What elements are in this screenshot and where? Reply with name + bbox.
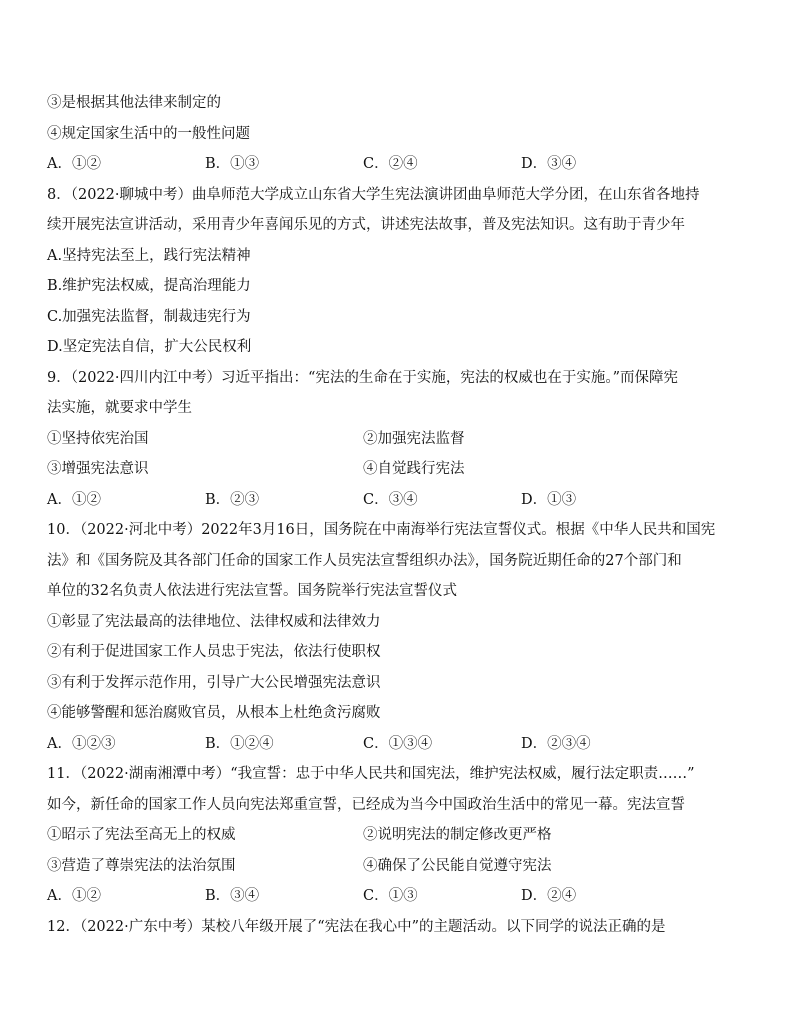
q11-item-1: ①昭示了宪法至高无上的权威: [47, 827, 236, 843]
q10-choice-b: B．①②④: [205, 735, 274, 752]
q9-item-3: ③增强宪法意识: [47, 461, 149, 477]
q9-item-4: ④自觉践行宪法: [363, 461, 465, 477]
q11-choice-b: B．③④: [205, 888, 260, 904]
question-8: [47, 180, 747, 363]
q9-item-2: ②加强宪法监督: [363, 430, 465, 447]
q8-stem-line-1: 8．（2022·聊城中考）曲阜师范大学成立山东省大学生宪法演讲团曲阜师范大学分团，在山东省各地持: [47, 186, 700, 203]
q9-choices: [47, 485, 747, 516]
q9-items-row-1: [47, 424, 747, 455]
q11-stem-line-1: 11．（2022·湖南湘潭中考）“我宣誓：忠于中华人民共和国宪法，维护宪法权威，履行法定职责……”: [47, 766, 695, 782]
q7-choice-c: C．②④: [363, 156, 418, 172]
q11-items-row-2: [47, 851, 747, 882]
q7-choice-b: B．①③: [205, 156, 260, 172]
q10-item-3: ③有利于发挥示范作用，引导广大公民增强宪法意识: [47, 674, 381, 691]
q10-stem-line-1: 10．（2022·河北中考）2022年3月16日，国务院在中南海举行宪法宣誓仪式。根据《中华人民共和国宪: [47, 522, 716, 538]
q7-item-4: ④规定国家生活中的一般性问题: [47, 125, 250, 142]
q11-choice-a: A．①②: [47, 888, 101, 904]
q11-choice-d: D．②④: [521, 888, 577, 904]
question-12: [47, 912, 747, 943]
q12-stem-line-1: 12．（2022·广东中考）某校八年级开展了“宪法在我心中”的主题活动。以下同学的说法正确的是: [47, 918, 666, 935]
q11-choices: [47, 881, 747, 912]
q9-item-1: ①坚持依宪治国: [47, 430, 149, 447]
q10-choice-c: C．①③④: [363, 735, 433, 752]
q9-choice-a: A．①②: [47, 491, 101, 508]
q10-item-4: ④能够警醒和惩治腐败官员，从根本上杜绝贪污腐败: [47, 705, 381, 721]
question-10: [47, 515, 747, 759]
question-11: [47, 759, 747, 912]
q8-option-d: D.坚定宪法自信，扩大公民权利: [47, 339, 252, 355]
exam-page: [47, 88, 747, 942]
q10-stem-line-2: 法》和《国务院及其各部门任命的国家工作人员宪法宣誓组织办法》，国务院近期任命的27个部门和: [47, 552, 682, 569]
q11-stem-line-2: 如今，新任命的国家工作人员向宪法郑重宣誓，已经成为当今中国政治生活中的常见一幕。宪法宣誓: [47, 796, 685, 813]
q11-item-3: ③营造了尊崇宪法的法治氛围: [47, 857, 236, 874]
q9-stem-line-2: 法实施，就要求中学生: [47, 400, 192, 416]
q10-stem-line-3: 单位的32名负责人依法进行宪法宣誓。国务院举行宪法宣誓仪式: [47, 583, 457, 599]
q7-item-3: ③是根据其他法律来制定的: [47, 95, 221, 111]
q7-choices: [47, 149, 747, 180]
question-9: [47, 363, 747, 516]
q8-stem-line-2: 续开展宪法宣讲活动，采用青少年喜闻乐见的方式，讲述宪法故事，普及宪法知识。这有助于青少年: [47, 217, 685, 233]
q10-item-1: ①彰显了宪法最高的法律地位、法律权威和法律效力: [47, 613, 381, 630]
q11-choice-c: C．①③: [363, 888, 418, 904]
q9-items-row-2: [47, 454, 747, 485]
q8-option-b: B.维护宪法权威，提高治理能力: [47, 278, 251, 294]
q9-choice-b: B．②③: [205, 491, 260, 508]
question-7: [47, 88, 747, 180]
q9-choice-d: D．①③: [521, 491, 577, 508]
q7-choice-a: A．①②: [47, 156, 101, 172]
q10-choice-a: A．①②③: [47, 735, 116, 752]
q9-choice-c: C．③④: [363, 491, 418, 508]
q9-stem-line-1: 9．（2022·四川内江中考）习近平指出：“宪法的生命在于实施，宪法的权威也在于实施。”而保障宪: [47, 369, 679, 386]
q8-option-a: A.坚持宪法至上，践行宪法精神: [47, 247, 251, 264]
q11-item-2: ②说明宪法的制定修改更严格: [363, 827, 552, 843]
q11-items-row-1: [47, 820, 747, 851]
q10-item-2: ②有利于促进国家工作人员忠于宪法，依法行使职权: [47, 644, 381, 660]
q10-choices: [47, 729, 747, 760]
q7-choice-d: D．③④: [521, 156, 577, 172]
q10-choice-d: D．②③④: [521, 735, 591, 752]
q11-item-4: ④确保了公民能自觉遵守宪法: [363, 857, 552, 874]
q8-option-c: C.加强宪法监督，制裁违宪行为: [47, 308, 251, 325]
